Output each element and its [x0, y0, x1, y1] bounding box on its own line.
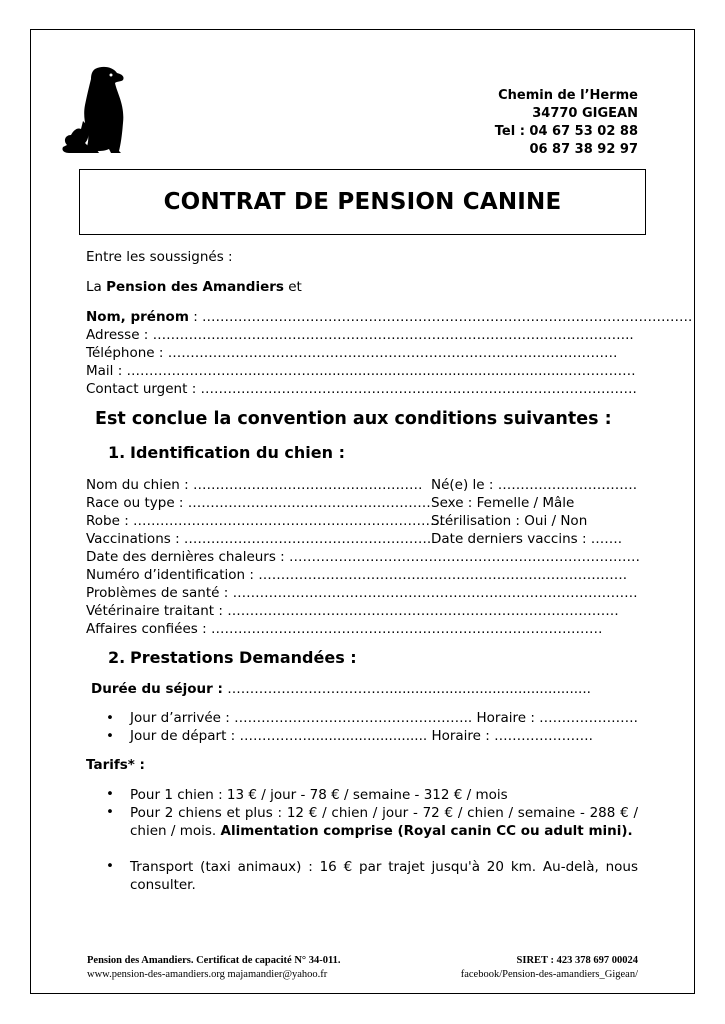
- facebook-line: facebook/Pension-des-amandiers_Gigean/: [460, 969, 638, 980]
- bullet-icon: •: [106, 858, 114, 874]
- departure-text: Jour de départ : ……………............................ Horaire : ………………….: [130, 728, 593, 744]
- tarif-two-dogs: [130, 804, 638, 840]
- name-label: Nom, prénom: [86, 309, 189, 325]
- convention-heading: Est conclue la convention aux conditions suivantes :: [95, 409, 612, 429]
- title-box: [79, 169, 646, 235]
- siret-line: SIRET : 423 378 697 00024: [516, 955, 638, 966]
- last-vaccine-date-field[interactable]: Date derniers vaccins : …….: [431, 531, 623, 547]
- address-field[interactable]: Adresse : ……………………………………………………………………………………………..: [86, 327, 634, 343]
- certificate-line: Pension des Amandiers. Certificat de capacité N° 34-011.: [87, 955, 341, 966]
- intro-prefix: La: [86, 279, 107, 295]
- footer-left: [87, 954, 341, 982]
- section1-heading: [108, 443, 345, 462]
- dog-cat-logo-icon: [55, 65, 130, 160]
- dog-birthdate-field[interactable]: Né(e) le : ………………………….: [431, 477, 638, 493]
- intro-suffix: et: [283, 279, 302, 295]
- urgent-contact-field[interactable]: Contact urgent : …………………………………………………………………………………….: [86, 381, 637, 397]
- section1-number: 1.: [108, 443, 126, 462]
- dog-coat-field[interactable]: Robe : ……………………………………………………………: [86, 513, 444, 529]
- bullet-icon: •: [106, 786, 114, 802]
- bullet-icon: •: [106, 728, 114, 744]
- departure-item[interactable]: [106, 728, 593, 744]
- stay-duration-dots: ………………………………...............................................: [222, 681, 591, 697]
- dog-vaccinations-field[interactable]: Vaccinations : ……………………………………………….: [86, 531, 432, 547]
- dog-sex-field[interactable]: Sexe : Femelle / Mâle: [431, 495, 575, 511]
- dog-left-column: [86, 476, 444, 548]
- section1-title: Identification du chien :: [130, 443, 345, 462]
- phone-field[interactable]: Téléphone : …………………………………………………………………………….…………: [86, 345, 618, 361]
- dog-sterilisation-field[interactable]: Stérilisation : Oui / Non: [431, 513, 588, 529]
- belongings-field[interactable]: Affaires confiées : ……………………………………………………………………………: [86, 621, 603, 637]
- vet-field[interactable]: Vétérinaire traitant : ……………………………………………………………………………: [86, 603, 619, 619]
- bullet-icon: •: [106, 804, 114, 820]
- pension-name: Pension des Amandiers: [106, 279, 284, 295]
- footer-right: [461, 954, 638, 982]
- dog-breed-field[interactable]: Race ou type : ………………………………………………: [86, 495, 431, 511]
- arrival-item[interactable]: [106, 710, 638, 726]
- mail-field[interactable]: Mail : ………………………...…………...........................................................……………: [86, 363, 636, 379]
- health-problems-field[interactable]: Problèmes de santé : ………………………………………………………………………………: [86, 585, 638, 601]
- tarif-two-dogs-text: Pour 2 chiens et plus : 12 € / chien / jour - 72 € / chien / semaine - 288 € / chien / mois.: [130, 805, 638, 839]
- stay-duration-field[interactable]: [91, 681, 636, 697]
- stay-duration-label: Durée du séjour :: [91, 681, 223, 697]
- tarif-transport: Transport (taxi animaux) : 16 € par trajet jusqu'à 20 km. Au-delà, nous consulter.: [130, 859, 638, 893]
- tarif-one-dog: Pour 1 chien : 13 € / jour - 78 € / semaine - 312 € / mois: [130, 787, 508, 803]
- name-dots: : ……………………………………………………………………………………………….: [188, 309, 693, 325]
- page-title: CONTRAT DE PENSION CANINE: [163, 189, 562, 215]
- section2-heading: [108, 648, 357, 667]
- name-field[interactable]: [86, 308, 693, 326]
- address-city: 34770 GIGEAN: [532, 106, 638, 121]
- tarifs-label: Tarifs* :: [86, 757, 145, 773]
- dog-right-column: [431, 476, 637, 548]
- website-email-line: www.pension-des-amandiers.org majamandier@yahoo.fr: [87, 969, 328, 980]
- section2-title: Prestations Demandées :: [130, 648, 357, 667]
- phone-primary: Tel : 04 67 53 02 88: [494, 124, 638, 139]
- intro-parties: [86, 279, 302, 295]
- section2-number: 2.: [108, 648, 126, 667]
- dog-name-field[interactable]: Nom du chien : ……………………………………………: [86, 477, 423, 493]
- phone-secondary: 06 87 38 92 97: [529, 142, 638, 157]
- food-included-note: Alimentation comprise (Royal canin CC ou adult mini).: [220, 823, 633, 839]
- address-street: Chemin de l’Herme: [498, 88, 638, 103]
- bullet-icon: •: [106, 710, 114, 726]
- contact-address: [495, 87, 638, 159]
- arrival-text: Jour d’arrivée : …………………………………………….. Horaire : ………………….: [130, 710, 638, 726]
- id-number-field[interactable]: Numéro d’identification : ……………………………………………………………………….: [86, 567, 627, 583]
- intro-line: Entre les soussignés :: [86, 249, 233, 265]
- heat-date-field[interactable]: Date des dernières chaleurs : ……………………………………………………………………: [86, 549, 641, 565]
